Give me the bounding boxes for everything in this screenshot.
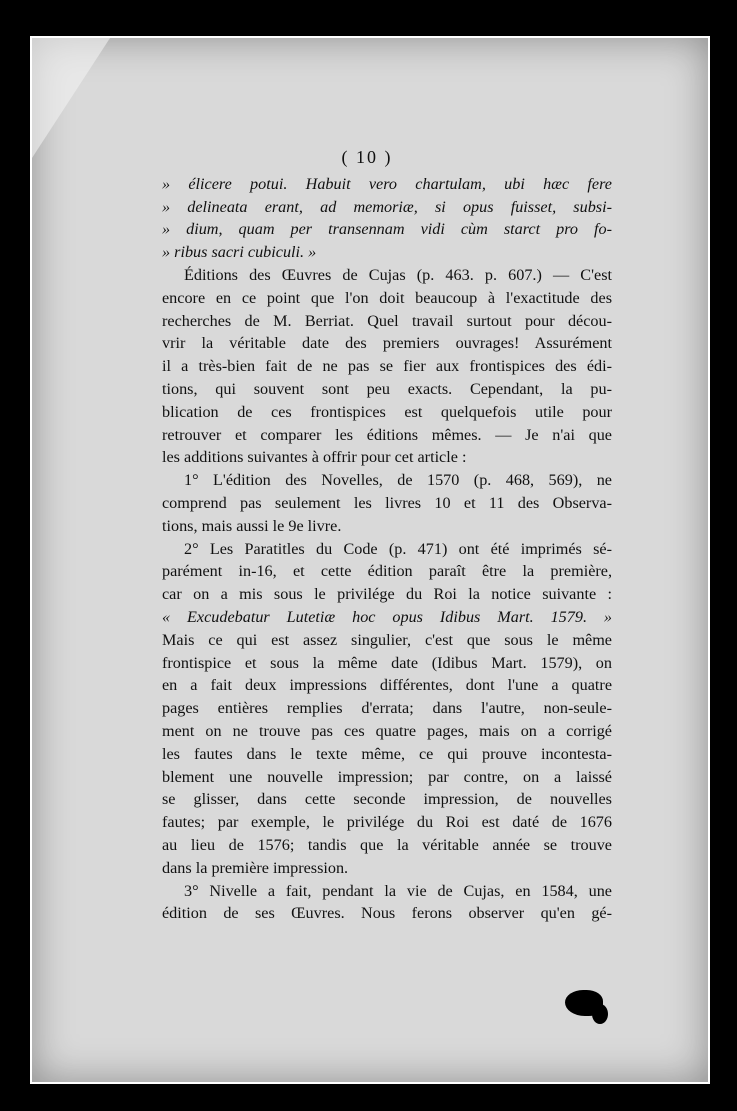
text-block [162,146,612,925]
text-line: pages entières remplies d'errata; dans l'autre, non-seule- [162,699,612,718]
text-line: 1° L'édition des Novelles, de 1570 (p. 468, 569), ne [184,471,612,490]
scanned-page [30,36,710,1084]
text-line: édition de ses Œuvres. Nous ferons observer qu'en gé- [162,904,612,923]
page-number-header: ( 10 ) [341,147,393,167]
text-line: parément in-16, et cette édition paraît être la première, [162,562,612,581]
text-line: » dium, quam per transennam vidi cùm starct pro fo- [162,220,612,239]
text-line: les additions suivantes à offrir pour cet article : [162,448,467,467]
text-line: » delineata erant, ad memoriæ, si opus fuisset, subsi- [162,197,612,216]
text-line: au lieu de 1576; tandis que la véritable année se trouve [162,835,612,854]
text-line: blement une nouvelle impression; par contre, on a laissé [162,767,612,786]
text-line: en a fait deux impressions différentes, dont l'une a quatre [162,676,612,695]
text-line: se glisser, dans cette seconde impression, de nouvelles [162,790,612,809]
text-line: comprend pas seulement les livres 10 et 11 des Observa- [162,493,612,512]
text-line: recherches de M. Berriat. Quel travail surtout pour décou- [162,311,612,330]
text-line: » élicere potui. Habuit vero chartulam, ubi hæc fere [162,174,612,193]
text-line: dans la première impression. [162,858,349,877]
text-line: car on a mis sous le privilége du Roi la notice suivante : [162,585,612,604]
text-line: tions, mais aussi le 9e livre. [162,516,342,535]
text-line: Mais ce qui est assez singulier, c'est que sous le même [162,630,612,649]
folded-corner [32,38,110,158]
text-line: tions, qui souvent sont peu exacts. Cependant, la pu- [162,379,612,398]
text-line: 2° Les Paratitles du Code (p. 471) ont été imprimés sé- [184,539,612,558]
text-line: encore en ce point que l'on doit beaucoup à l'exactitude des [162,288,612,307]
text-line: 3° Nivelle a fait, pendant la vie de Cujas, en 1584, une [184,881,612,900]
text-line: fautes; par exemple, le privilége du Roi est daté de 1676 [162,813,612,832]
text-line: retrouver et comparer les éditions mêmes. — Je n'ai que [162,425,612,444]
text-line: ment on ne trouve pas ces quatre pages, mais on a corrigé [162,721,612,740]
ink-blot [592,1004,608,1024]
text-line: vrir la véritable date des premiers ouvrages! Assurément [162,334,612,353]
section-heading-line: Éditions des Œuvres de Cujas (p. 463. p. 607.) — C'est [184,265,612,284]
text-line: frontispice et sous la même date (Idibus Mart. 1579), on [162,653,612,672]
text-line: » ribus sacri cubiculi. » [162,243,317,262]
text-line: les fautes dans le texte même, ce qui prouve incontesta- [162,744,612,763]
text-line: « Excudebatur Lutetiæ hoc opus Idibus Mart. 1579. » [162,607,612,626]
text-line: blication de ces frontispices est quelquefois utile pour [162,402,612,421]
text-line: il a très-bien fait de ne pas se fier aux frontispices des édi- [162,357,612,376]
